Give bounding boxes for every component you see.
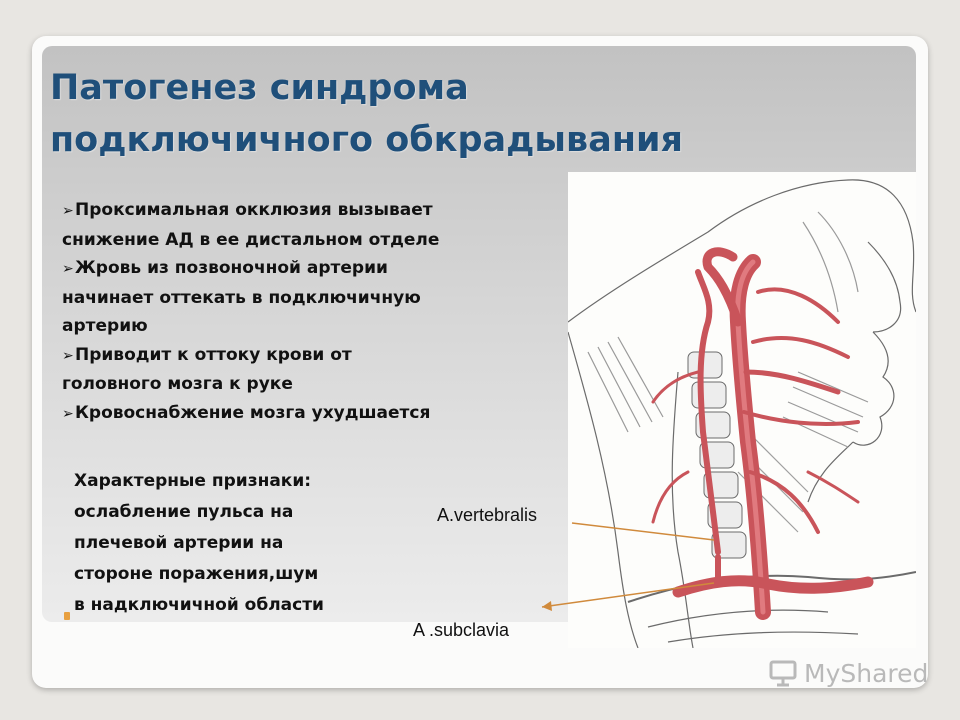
signs-line: плечевой артерии на bbox=[74, 533, 284, 553]
label-vertebralis: A.vertebralis bbox=[437, 505, 538, 525]
bullet-continuation: головного мозга к руке bbox=[62, 374, 293, 394]
bullet-arrow-icon: ➢ bbox=[62, 405, 74, 422]
bullet-item bbox=[62, 196, 532, 226]
bullet-item bbox=[62, 399, 532, 429]
bullet-continuation: артерию bbox=[62, 316, 148, 336]
watermark-text: MyShared bbox=[804, 658, 929, 688]
characteristic-signs bbox=[74, 466, 394, 621]
bullet-arrow-icon: ➢ bbox=[62, 347, 74, 364]
signs-line: ослабление пульса на bbox=[74, 502, 294, 522]
bullet-text: Приводит к оттоку крови от bbox=[75, 344, 352, 365]
bullet-arrow-icon: ➢ bbox=[62, 261, 74, 277]
watermark bbox=[768, 656, 928, 690]
anatomy-drawing bbox=[568, 172, 916, 648]
presentation-screen-icon bbox=[768, 658, 798, 688]
bullet-item bbox=[62, 341, 532, 371]
decorative-dot bbox=[64, 612, 70, 620]
bullet-continuation: снижение АД в ее дистальном отделе bbox=[62, 229, 440, 250]
signs-line: стороне поражения,шум bbox=[74, 564, 319, 584]
bullet-item bbox=[62, 254, 532, 284]
bullet-text: Жровь из позвоночной артерии bbox=[75, 258, 388, 278]
title-line-2: подключичного обкрадывания bbox=[50, 120, 684, 160]
bullet-text: Кровоснабжение мозга ухудшается bbox=[75, 402, 431, 423]
bullet-arrow-icon: ➢ bbox=[62, 203, 74, 219]
label-subclavia: A .subclavia bbox=[413, 620, 510, 640]
title-line-1: Патогенез синдрома bbox=[50, 68, 469, 108]
neck-anatomy-illustration bbox=[568, 172, 916, 648]
bullet-continuation: начинает оттекать в подключичную bbox=[62, 287, 421, 308]
slide-title bbox=[50, 62, 750, 166]
bullet-list bbox=[62, 196, 532, 428]
bullet-text: Проксимальная окклюзия вызывает bbox=[75, 200, 433, 220]
signs-line: в надключичной области bbox=[74, 595, 324, 615]
signs-line: Характерные признаки: bbox=[74, 471, 312, 491]
